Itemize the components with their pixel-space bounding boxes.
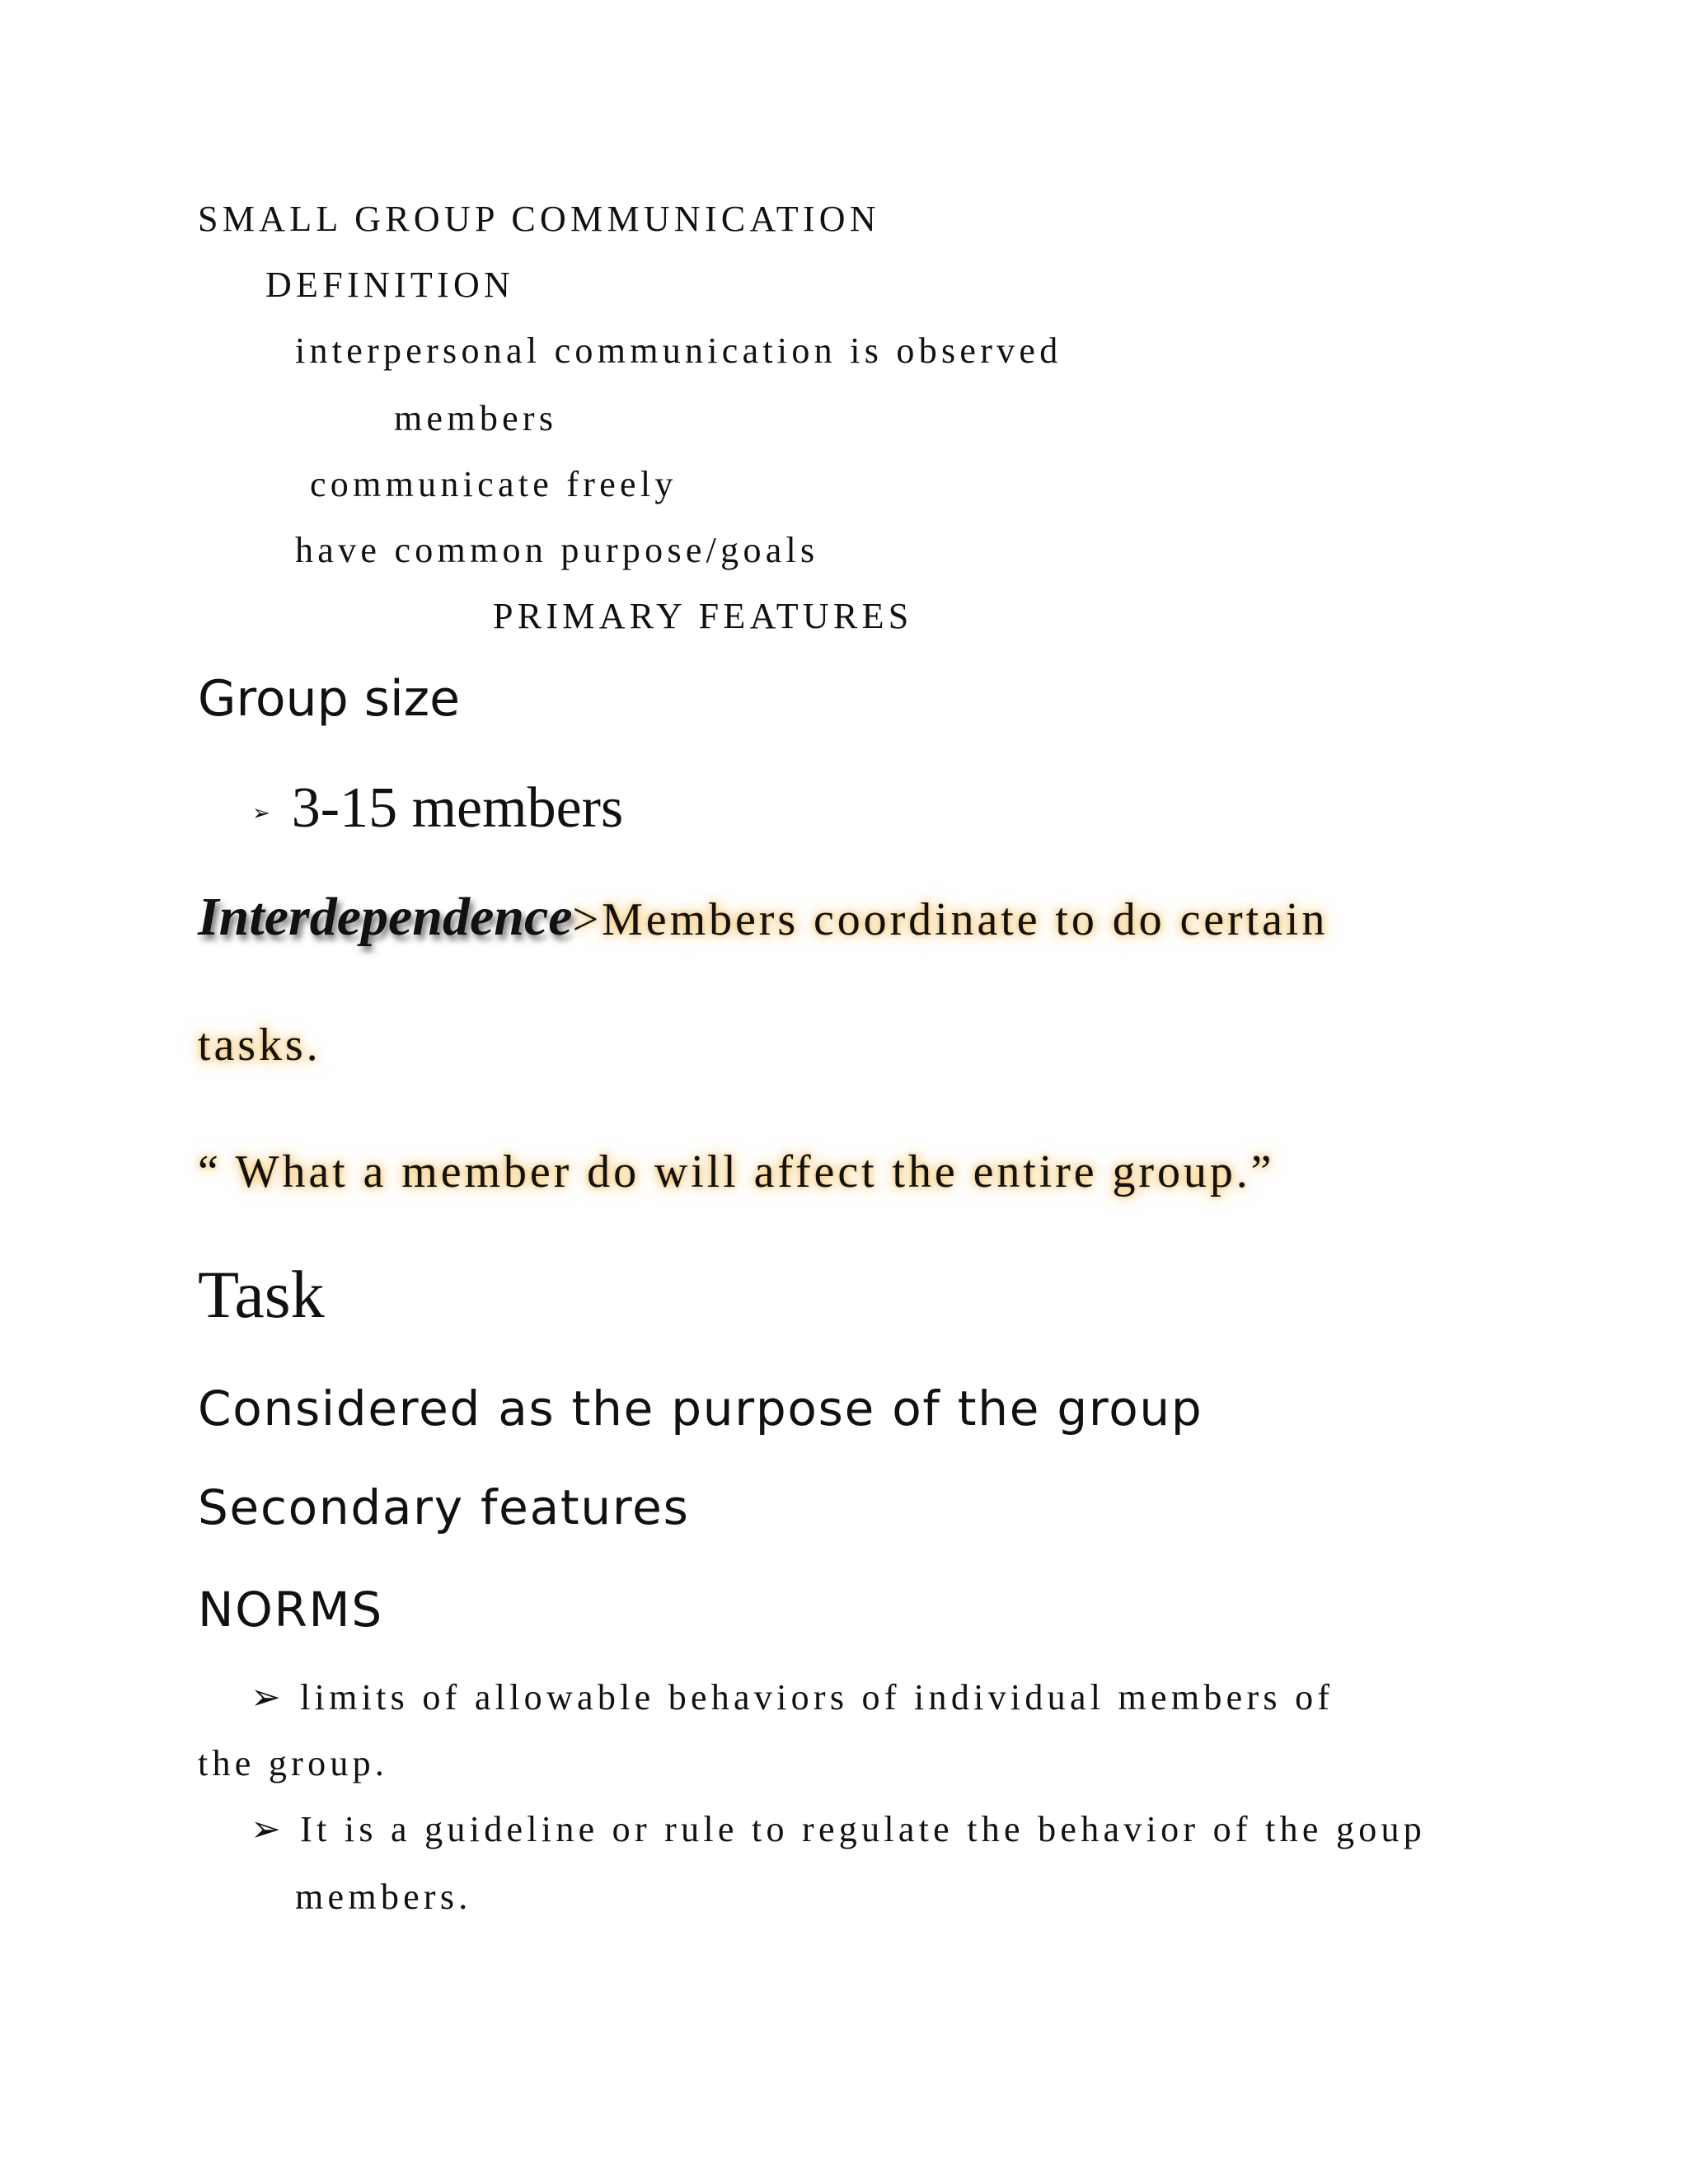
interdependence-line: [198, 887, 1329, 947]
interdependence-definition-continued: tasks.: [198, 1019, 321, 1071]
norms-heading: NORMS: [198, 1582, 383, 1638]
norms-item-2-text: It is a guideline or rule to regulate the behavior of the goup: [300, 1809, 1427, 1849]
secondary-features-heading: Secondary features: [198, 1479, 690, 1535]
definition-line-1: interpersonal communication is observed: [295, 330, 1062, 371]
arrowhead-bullet-icon: ➢: [251, 1809, 286, 1849]
norms-item-1: [251, 1677, 1334, 1718]
definition-line-4: have common purpose/goals: [295, 530, 819, 570]
norms-item-1-text: limits of allowable behaviors of individual members of: [300, 1677, 1334, 1718]
definition-line-3: communicate freely: [310, 464, 678, 504]
norms-item-2: [251, 1811, 1426, 1848]
group-size-heading: Group size: [198, 670, 461, 728]
definition-heading: DEFINITION: [265, 265, 515, 305]
arrowhead-bullet-icon: ➢: [251, 1677, 286, 1718]
group-size-bullet-item: [252, 776, 624, 840]
definition-line-2: members: [394, 398, 558, 438]
norms-item-2-continued: members.: [295, 1877, 472, 1917]
task-description: Considered as the purpose of the group: [198, 1380, 1203, 1436]
arrowhead-bullet-icon: ➢: [252, 800, 270, 825]
task-heading: Task: [198, 1257, 325, 1332]
interdependence-definition: >Members coordinate to do certain: [572, 894, 1329, 945]
group-size-value: 3-15 members: [291, 776, 624, 840]
document-title: SMALL GROUP COMMUNICATION: [198, 199, 880, 239]
primary-features-heading: PRIMARY FEATURES: [493, 596, 913, 636]
norms-item-1-continued: the group.: [198, 1743, 389, 1783]
interdependence-quote: “ What a member do will affect the entire group.”: [198, 1146, 1275, 1197]
interdependence-term: Interdependence: [198, 887, 573, 947]
